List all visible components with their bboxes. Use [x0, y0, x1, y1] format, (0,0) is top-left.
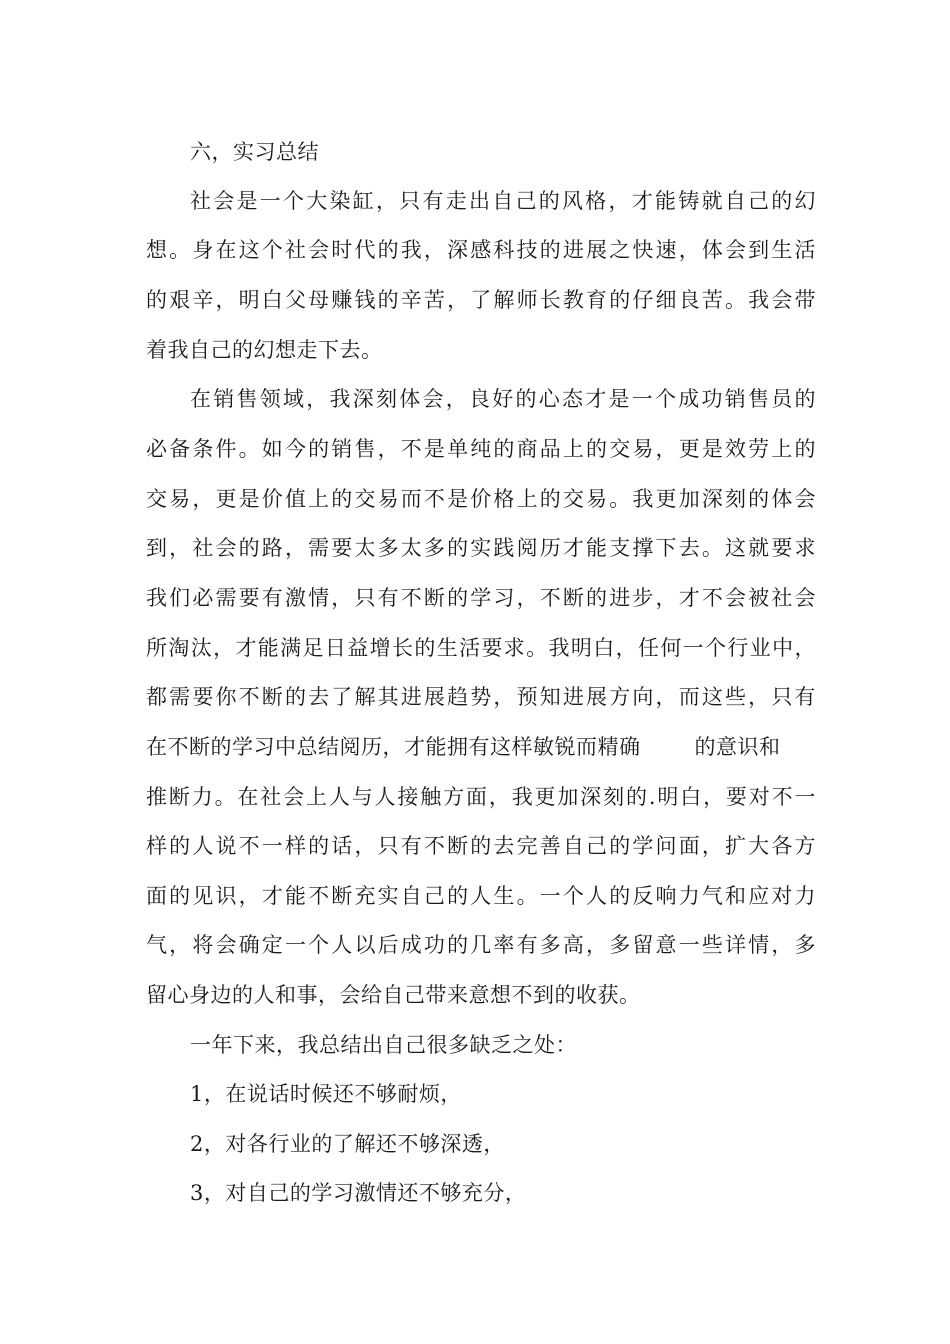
paragraph-line: 社会是一个大染缸，只有走出自己的风格，才能铸就自己的幻	[190, 189, 816, 213]
paragraph-line: 留心身边的人和事，会给自己带来意想不到的收获。	[146, 983, 641, 1007]
paragraph-line: 我们必需要有激情，只有不断的学习，不断的进步，才不会被社会	[146, 586, 816, 610]
paragraph-line-part: 的意识和	[694, 735, 781, 759]
list-item: 3，对自己的学习激情还不够充分，	[190, 1181, 527, 1205]
paragraph-line: 着我自己的幻想走下去。	[146, 338, 383, 362]
paragraph-line: 面的见识，才能不断充实自己的人生。一个人的反响力气和应对力	[146, 884, 816, 908]
paragraph-line-part: 在不断的学习中总结阅历，才能拥有这样敏锐而精确	[146, 735, 641, 759]
paragraph-line: 所淘汰，才能满足日益增长的生活要求。我明白，任何一个行业中，	[146, 636, 816, 660]
paragraph-line: 的艰辛，明白父母赚钱的辛苦，了解师长教育的仔细良苦。我会带	[146, 288, 816, 312]
summary-intro: 一年下来，我总结出自己很多缺乏之处：	[190, 1033, 577, 1057]
paragraph-line: 交易，更是价值上的交易而不是价格上的交易。我更加深刻的体会	[146, 487, 816, 511]
list-item: 2，对各行业的了解还不够深透，	[190, 1132, 505, 1156]
paragraph-line: 想。身在这个社会时代的我，深感科技的进展之快速，体会到生活	[146, 238, 816, 262]
paragraph-line: 在销售领域，我深刻体会，良好的心态才是一个成功销售员的	[190, 387, 816, 411]
paragraph-line: 必备条件。如今的销售，不是单纯的商品上的交易，更是效劳上的	[146, 437, 816, 461]
paragraph-line: 样的人说不一样的话，只有不断的去完善自己的学问面，扩大各方	[146, 834, 816, 858]
paragraph-line-split	[146, 732, 816, 762]
section-heading: 六，实习总结	[190, 140, 319, 164]
paragraph-line: 推断力。在社会上人与人接触方面，我更加深刻的.明白，要对不一	[146, 785, 816, 809]
paragraph-line: 都需要你不断的去了解其进展趋势，预知进展方向，而这些，只有	[146, 685, 816, 709]
paragraph-line: 气，将会确定一个人以后成功的几率有多高，多留意一些详情，多	[146, 933, 816, 957]
list-item: 1，在说话时候还不够耐烦，	[190, 1082, 462, 1106]
paragraph-line: 到，社会的路，需要太多太多的实践阅历才能支撑下去。这就要求	[146, 536, 816, 560]
